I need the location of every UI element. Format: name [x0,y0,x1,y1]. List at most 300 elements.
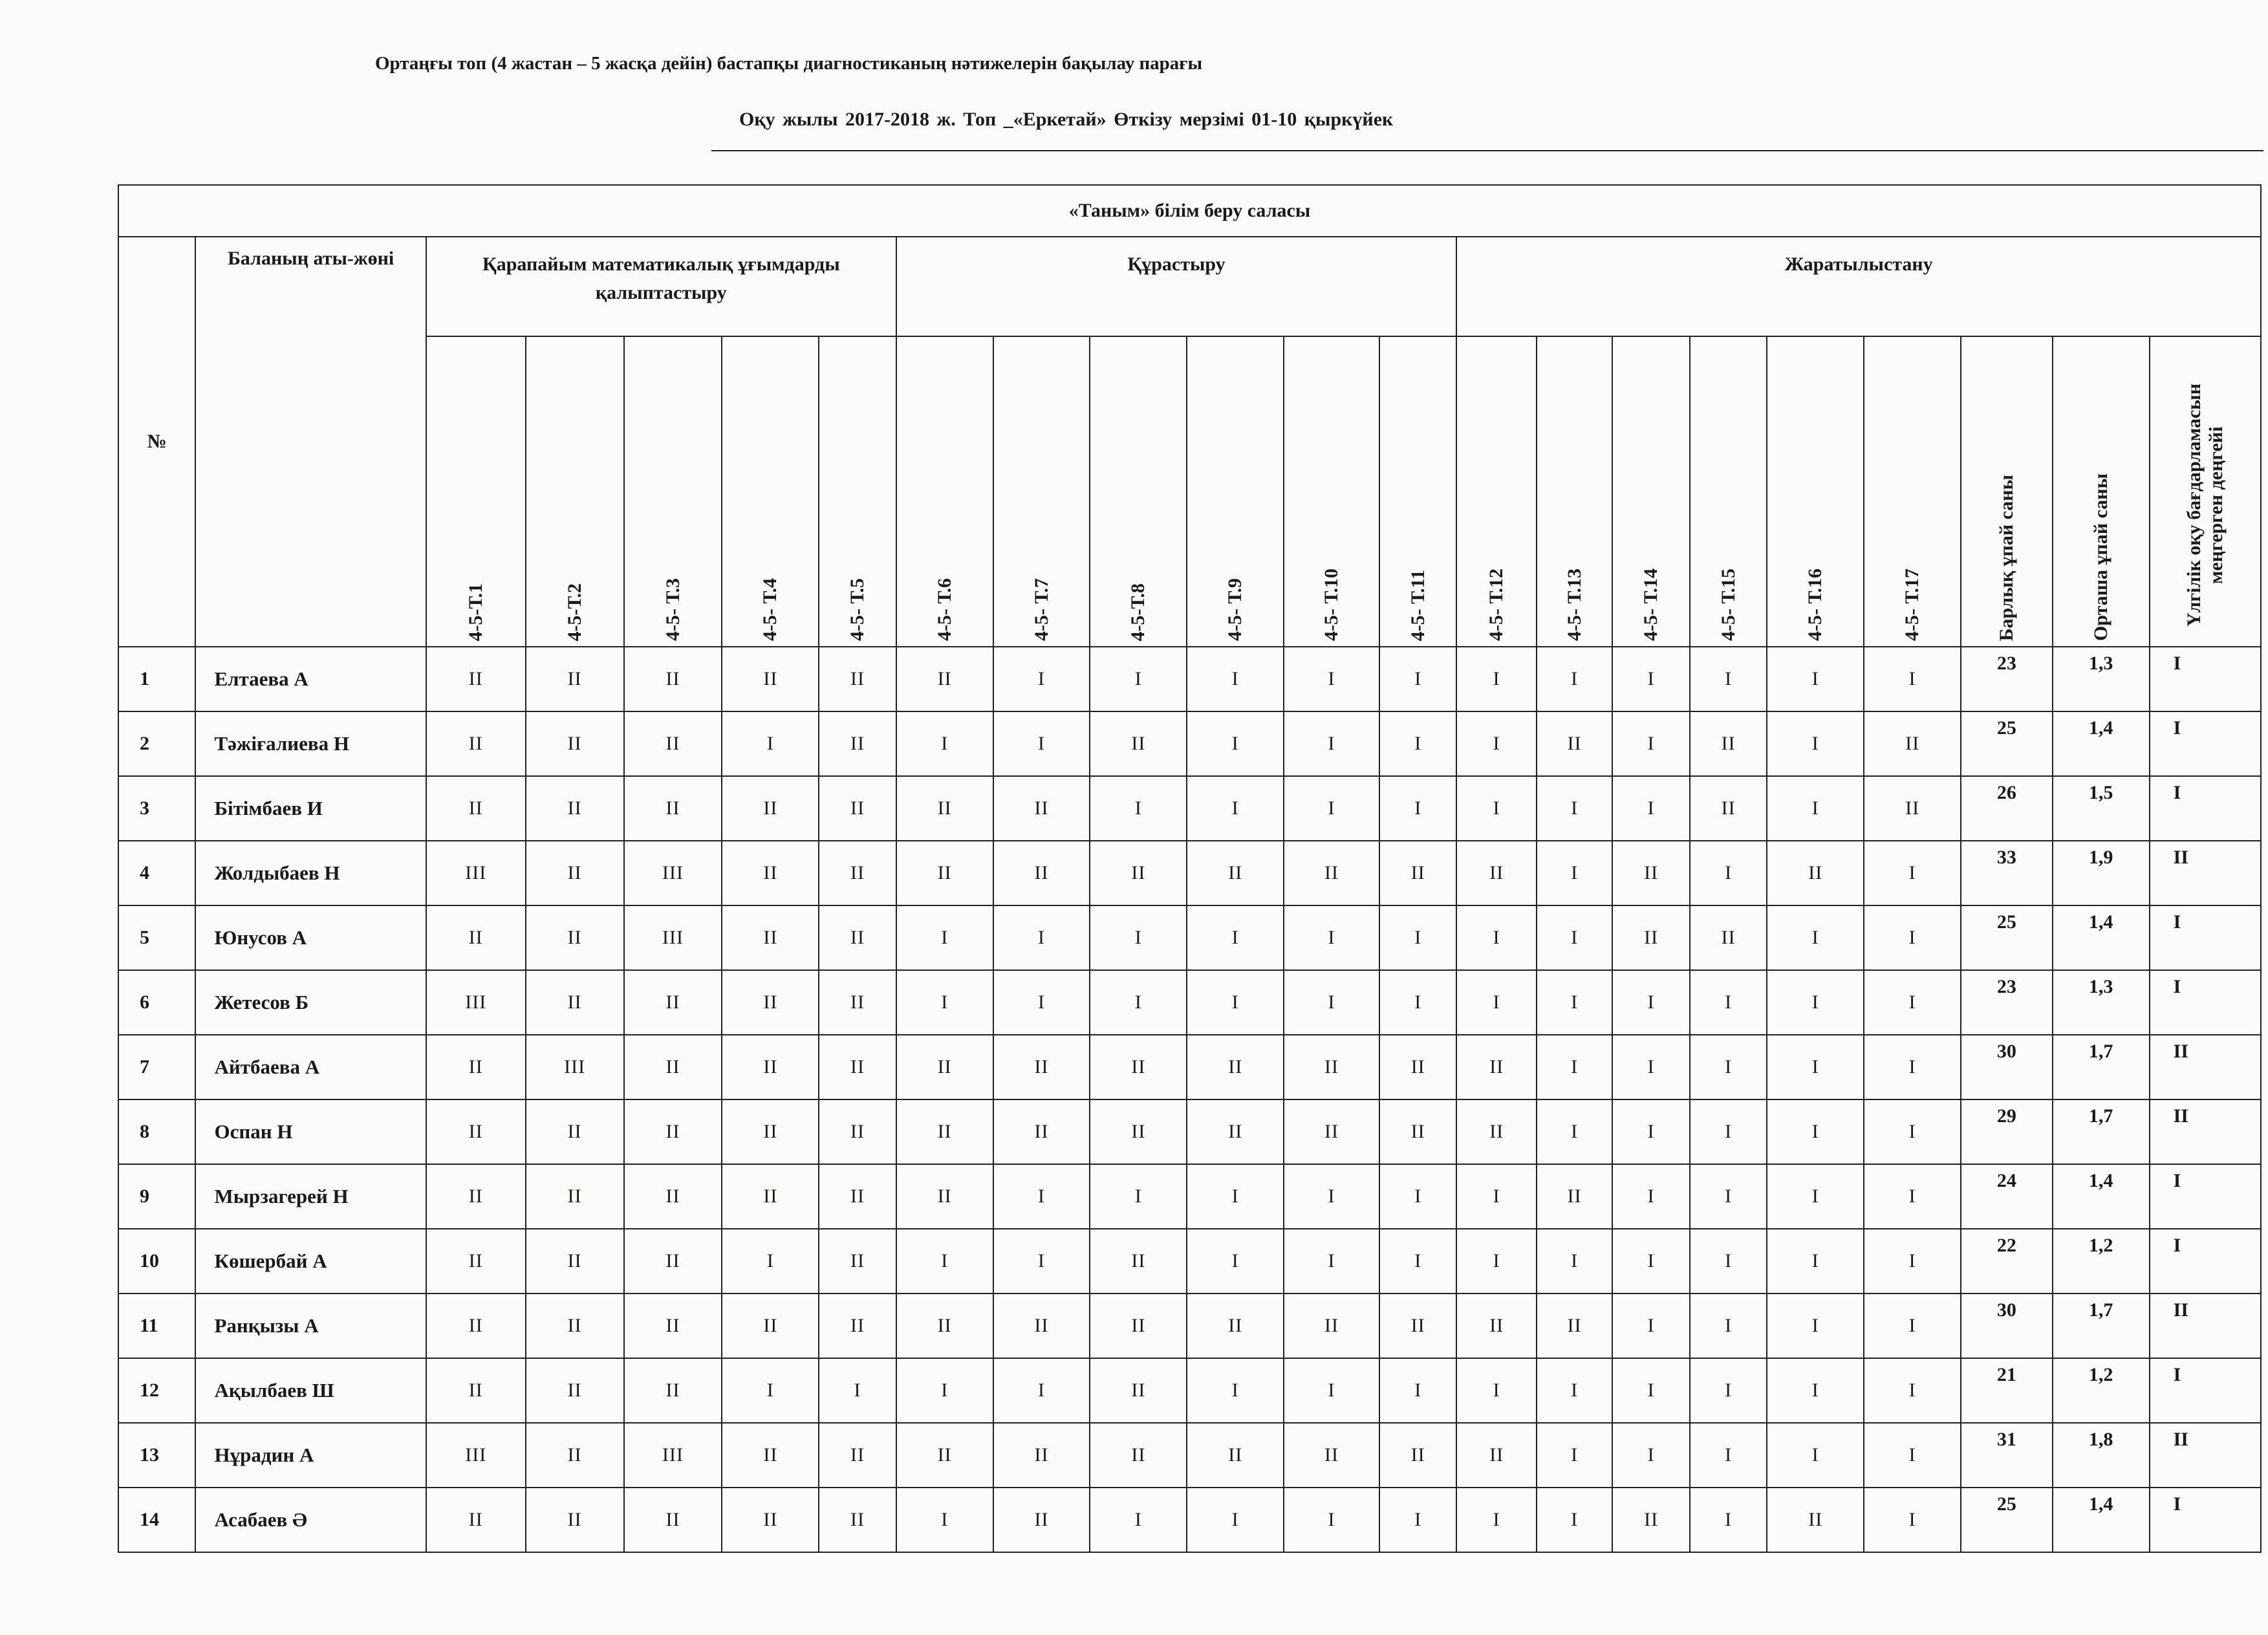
child-name: Оспан Н [195,1099,426,1164]
score-cell: I [1690,970,1767,1035]
score-cell: I [1612,776,1689,841]
score-cell: II [1767,1488,1864,1552]
header-rule [711,150,2263,151]
score-cell: I [1767,1099,1864,1164]
score-cell: I [1537,841,1612,905]
table-row [118,1358,2261,1423]
total-score-header [1961,336,2053,647]
score-cell: I [1379,905,1456,970]
row-number: 2 [118,711,195,776]
table-row [118,970,2261,1035]
score-cell: II [722,776,819,841]
score-cell: I [1864,841,1961,905]
score-cell: I [1456,711,1537,776]
number-column-header: № [118,237,195,647]
score-cell: I [1456,970,1537,1035]
mastery-level: I [2150,970,2261,1035]
table-row [118,711,2261,776]
score-cell: I [1379,1229,1456,1294]
score-cell: I [1090,1164,1187,1229]
score-cell: II [1612,905,1689,970]
score-cell: II [624,776,722,841]
task-column-label: 4-5-Т.1 [464,583,486,641]
task-column-label: 4-5- Т.17 [1901,568,1923,641]
score-cell: II [722,647,819,711]
score-cell: II [526,1358,624,1423]
score-cell: II [819,776,896,841]
score-cell: II [1090,1035,1187,1099]
score-cell: I [1187,1164,1284,1229]
score-cell: I [896,905,993,970]
score-cell: I [1284,776,1379,841]
mastery-level: I [2150,1488,2261,1552]
mastery-level: I [2150,711,2261,776]
score-cell: I [1537,905,1612,970]
score-cell: I [722,1358,819,1423]
mastery-level: I [2150,1229,2261,1294]
score-cell: I [1864,970,1961,1035]
score-cell: I [1379,1488,1456,1552]
score-cell: III [426,970,526,1035]
score-cell: I [1767,647,1864,711]
score-cell: I [1767,905,1864,970]
task-column-header [1284,336,1379,647]
score-cell: II [1456,841,1537,905]
score-cell: II [993,1423,1090,1488]
score-cell: II [624,1229,722,1294]
score-cell: I [1767,1035,1864,1099]
row-number: 11 [118,1294,195,1358]
task-column-header [1537,336,1612,647]
score-cell: II [1690,905,1767,970]
score-cell: II [426,1488,526,1552]
score-cell: I [1284,1358,1379,1423]
average-score: 1,4 [2053,905,2150,970]
score-cell: I [1864,1294,1961,1358]
score-cell: I [1379,647,1456,711]
total-score: 29 [1961,1099,2053,1164]
score-cell: II [1379,841,1456,905]
score-cell: I [1456,1358,1537,1423]
score-cell: I [1612,1358,1689,1423]
score-cell: II [426,776,526,841]
score-cell: II [1379,1035,1456,1099]
task-column-label: 4-5-Т.2 [563,583,585,641]
score-cell: II [1284,1423,1379,1488]
score-cell: I [1612,1229,1689,1294]
task-column-label: 4-5- Т.12 [1485,568,1507,641]
task-column-label: 4-5- Т.13 [1563,568,1585,641]
section-math-header: Қарапайым математикалық ұғымдарды қалыптастыру [426,237,896,336]
score-cell: I [1284,1229,1379,1294]
task-column-header [526,336,624,647]
task-column-header [1690,336,1767,647]
score-cell: I [1187,1229,1284,1294]
score-cell: II [624,1099,722,1164]
score-cell: II [993,1099,1090,1164]
score-cell: II [722,841,819,905]
score-cell: II [1864,776,1961,841]
score-cell: I [1187,970,1284,1035]
score-cell: II [624,1035,722,1099]
score-cell: II [624,711,722,776]
score-cell: II [1537,1294,1612,1358]
score-cell: II [426,1164,526,1229]
score-cell: II [896,1035,993,1099]
score-cell: II [1187,1294,1284,1358]
score-cell: I [1864,1423,1961,1488]
score-cell: II [1090,1229,1187,1294]
mastery-level: I [2150,1358,2261,1423]
task-column-label: 4-5-Т.8 [1127,583,1149,641]
score-cell: II [993,1035,1090,1099]
table-row [118,776,2261,841]
score-cell: I [1612,1423,1689,1488]
average-score: 1,2 [2053,1229,2150,1294]
area-title: «Таным» білім беру саласы [118,185,2261,237]
score-cell: II [426,1294,526,1358]
score-cell: I [1690,1488,1767,1552]
score-cell: III [526,1035,624,1099]
row-number: 8 [118,1099,195,1164]
score-cell: I [1767,970,1864,1035]
row-number: 3 [118,776,195,841]
score-cell: I [1379,970,1456,1035]
average-score: 1,5 [2053,776,2150,841]
score-cell: I [1864,1035,1961,1099]
score-cell: I [1767,776,1864,841]
table-row [118,1229,2261,1294]
score-cell: II [722,1099,819,1164]
child-name: Жетесов Б [195,970,426,1035]
average-score: 1,7 [2053,1099,2150,1164]
mastery-level: II [2150,1423,2261,1488]
score-cell: I [1767,1423,1864,1488]
child-name: Көшербай А [195,1229,426,1294]
average-score: 1,8 [2053,1423,2150,1488]
score-cell: I [1612,1294,1689,1358]
score-cell: II [722,970,819,1035]
score-cell: I [993,970,1090,1035]
score-cell: II [722,1164,819,1229]
score-cell: I [1537,1099,1612,1164]
score-cell: I [1187,711,1284,776]
score-cell: II [993,1294,1090,1358]
score-cell: II [1090,1423,1187,1488]
row-number: 10 [118,1229,195,1294]
score-cell: I [1456,905,1537,970]
average-score: 1,3 [2053,970,2150,1035]
score-cell: II [1090,1294,1187,1358]
score-cell: II [526,1423,624,1488]
table-row [118,1099,2261,1164]
total-score: 23 [1961,970,2053,1035]
score-cell: II [526,970,624,1035]
score-cell: II [819,1229,896,1294]
average-score: 1,4 [2053,711,2150,776]
score-cell: II [722,1423,819,1488]
score-cell: I [1864,1488,1961,1552]
mastery-level: I [2150,776,2261,841]
score-cell: II [1090,841,1187,905]
page-title: Ортаңғы топ (4 жастан – 5 жасқа дейін) бастапқы диагностиканың нәтижелерін бақылау парағы [375,53,1203,74]
child-name: Асабаев Ә [195,1488,426,1552]
score-cell: II [1284,1294,1379,1358]
child-name: Мырзагерей Н [195,1164,426,1229]
score-cell: II [1090,1099,1187,1164]
score-cell: II [896,1099,993,1164]
score-cell: I [1090,905,1187,970]
score-cell: II [896,776,993,841]
score-cell: II [526,1229,624,1294]
score-cell: II [896,1294,993,1358]
score-cell: II [896,1423,993,1488]
score-cell: II [526,1294,624,1358]
score-cell: I [896,1358,993,1423]
score-cell: II [526,1164,624,1229]
score-cell: II [819,1423,896,1488]
score-cell: II [426,711,526,776]
row-number: 9 [118,1164,195,1229]
score-cell: II [1864,711,1961,776]
score-cell: I [1537,970,1612,1035]
score-cell: II [819,841,896,905]
score-cell: I [819,1358,896,1423]
task-column-label: 4-5- Т.15 [1717,568,1739,641]
score-cell: III [426,841,526,905]
child-name: Айтбаева А [195,1035,426,1099]
average-score: 1,4 [2053,1164,2150,1229]
row-number: 1 [118,647,195,711]
row-number: 12 [118,1358,195,1423]
score-cell: I [1379,1164,1456,1229]
score-cell: II [426,905,526,970]
score-cell: II [1456,1294,1537,1358]
score-cell: I [1864,1099,1961,1164]
score-cell: II [993,776,1090,841]
row-number: 7 [118,1035,195,1099]
task-column-header [993,336,1090,647]
total-score: 33 [1961,841,2053,905]
score-cell: II [526,841,624,905]
score-cell: II [1456,1099,1537,1164]
mastery-level: II [2150,1099,2261,1164]
score-cell: II [624,970,722,1035]
child-name: Елтаева А [195,647,426,711]
score-cell: II [1187,1099,1284,1164]
score-cell: I [1537,1229,1612,1294]
child-name: Ранқызы А [195,1294,426,1358]
total-score: 25 [1961,711,2053,776]
score-cell: II [1612,1488,1689,1552]
score-cell: II [1379,1294,1456,1358]
score-cell: I [1456,776,1537,841]
score-cell: I [1537,647,1612,711]
section-construction-header: Құрастыру [896,237,1457,336]
score-cell: I [896,1229,993,1294]
table-row [118,1164,2261,1229]
score-cell: I [1284,1164,1379,1229]
task-column-label: 4-5- Т.4 [759,578,781,641]
score-cell: II [624,1294,722,1358]
score-cell: I [1187,1358,1284,1423]
task-column-label: 4-5- Т.9 [1224,578,1246,641]
score-cell: II [722,1035,819,1099]
row-number: 5 [118,905,195,970]
score-cell: II [426,1099,526,1164]
total-score: 23 [1961,647,2053,711]
score-cell: I [1690,1229,1767,1294]
task-column-label: 4-5- Т.3 [662,578,684,641]
mastery-level: II [2150,1294,2261,1358]
mastery-level: I [2150,1164,2261,1229]
score-cell: I [722,711,819,776]
score-cell: II [624,647,722,711]
score-cell: I [1379,1358,1456,1423]
score-cell: I [1767,1294,1864,1358]
score-cell: I [1187,776,1284,841]
score-cell: II [526,647,624,711]
score-cell: II [1187,1423,1284,1488]
average-score: 1,7 [2053,1294,2150,1358]
table-row [118,1294,2261,1358]
score-cell: I [896,970,993,1035]
score-cell: I [1090,647,1187,711]
task-column-header [1187,336,1284,647]
score-cell: II [722,1294,819,1358]
task-column-header [426,336,526,647]
child-name: Бітімбаев И [195,776,426,841]
total-score: 26 [1961,776,2053,841]
score-cell: I [1864,1358,1961,1423]
row-number: 4 [118,841,195,905]
task-column-label: 4-5- Т.10 [1321,568,1343,641]
score-cell: II [624,1164,722,1229]
score-cell: I [1284,1488,1379,1552]
task-header-row [118,336,2261,647]
task-column-header [624,336,722,647]
score-cell: I [1090,970,1187,1035]
child-name: Нұрадин А [195,1423,426,1488]
mastery-level: I [2150,905,2261,970]
mastery-level-header-label: Үлгілік оқу бағдарламасын меңгерген деңгейі [2183,384,2227,627]
score-cell: II [819,1099,896,1164]
score-cell: I [1767,1164,1864,1229]
score-cell: II [722,905,819,970]
score-cell: II [624,1358,722,1423]
score-cell: I [1612,1164,1689,1229]
total-score: 30 [1961,1035,2053,1099]
score-cell: II [1767,841,1864,905]
name-column-header: Баланың аты-жөні [195,237,426,647]
task-column-header [1864,336,1961,647]
score-cell: II [426,647,526,711]
score-cell: II [1690,711,1767,776]
child-name: Тәжіғалиева Н [195,711,426,776]
score-cell: I [1187,1488,1284,1552]
total-score: 31 [1961,1423,2053,1488]
score-cell: I [1537,776,1612,841]
total-score: 25 [1961,905,2053,970]
score-cell: III [426,1423,526,1488]
table-row [118,1488,2261,1552]
score-cell: II [1284,1099,1379,1164]
score-cell: I [1612,970,1689,1035]
score-cell: II [526,1488,624,1552]
task-column-header [1612,336,1689,647]
score-cell: I [1090,776,1187,841]
score-cell: II [819,1488,896,1552]
score-cell: I [1537,1035,1612,1099]
mastery-level-header [2150,336,2261,647]
total-score: 30 [1961,1294,2053,1358]
score-cell: II [1612,841,1689,905]
score-cell: I [1690,1423,1767,1488]
task-column-label: 4-5- Т.5 [847,578,869,641]
score-cell: II [1090,1358,1187,1423]
score-cell: II [819,970,896,1035]
score-cell: II [819,647,896,711]
task-column-label: 4-5- Т.7 [1030,578,1052,641]
table-row [118,841,2261,905]
average-score: 1,4 [2053,1488,2150,1552]
score-cell: II [819,1035,896,1099]
score-cell: I [1284,905,1379,970]
score-cell: I [1690,841,1767,905]
score-cell: III [624,841,722,905]
table-row [118,647,2261,711]
score-cell: II [896,647,993,711]
score-cell: I [1537,1358,1612,1423]
score-cell: I [1284,647,1379,711]
score-cell: I [1612,647,1689,711]
average-score: 1,2 [2053,1358,2150,1423]
score-cell: I [993,1229,1090,1294]
score-cell: I [1767,1358,1864,1423]
task-column-label: 4-5- Т.11 [1407,569,1429,641]
task-column-label: 4-5- Т.16 [1804,568,1826,641]
score-cell: I [1690,1164,1767,1229]
task-column-header [896,336,993,647]
average-score: 1,9 [2053,841,2150,905]
score-cell: II [1456,1035,1537,1099]
score-cell: II [526,776,624,841]
task-column-header [1456,336,1537,647]
score-cell: I [993,1358,1090,1423]
child-name: Жолдыбаев Н [195,841,426,905]
diagnostics-table [118,184,2262,1553]
score-cell: I [993,647,1090,711]
score-cell: I [1690,1358,1767,1423]
score-cell: II [819,905,896,970]
task-column-label: 4-5- Т.14 [1640,568,1662,641]
score-cell: I [1284,970,1379,1035]
average-score: 1,7 [2053,1035,2150,1099]
score-cell: II [1379,1099,1456,1164]
score-cell: I [1456,647,1537,711]
score-cell: I [1612,711,1689,776]
task-column-header [1767,336,1864,647]
score-cell: I [1864,647,1961,711]
score-cell: I [1864,905,1961,970]
score-cell: II [896,841,993,905]
score-cell: I [1612,1035,1689,1099]
score-cell: II [1690,776,1767,841]
page-subtitle: Оқу жылы 2017-2018 ж. Топ _«Еркетай» Өткізу мерзімі 01-10 қыркүйек [739,109,1394,130]
score-cell: I [1767,711,1864,776]
score-cell: I [1187,905,1284,970]
score-cell: II [426,1358,526,1423]
